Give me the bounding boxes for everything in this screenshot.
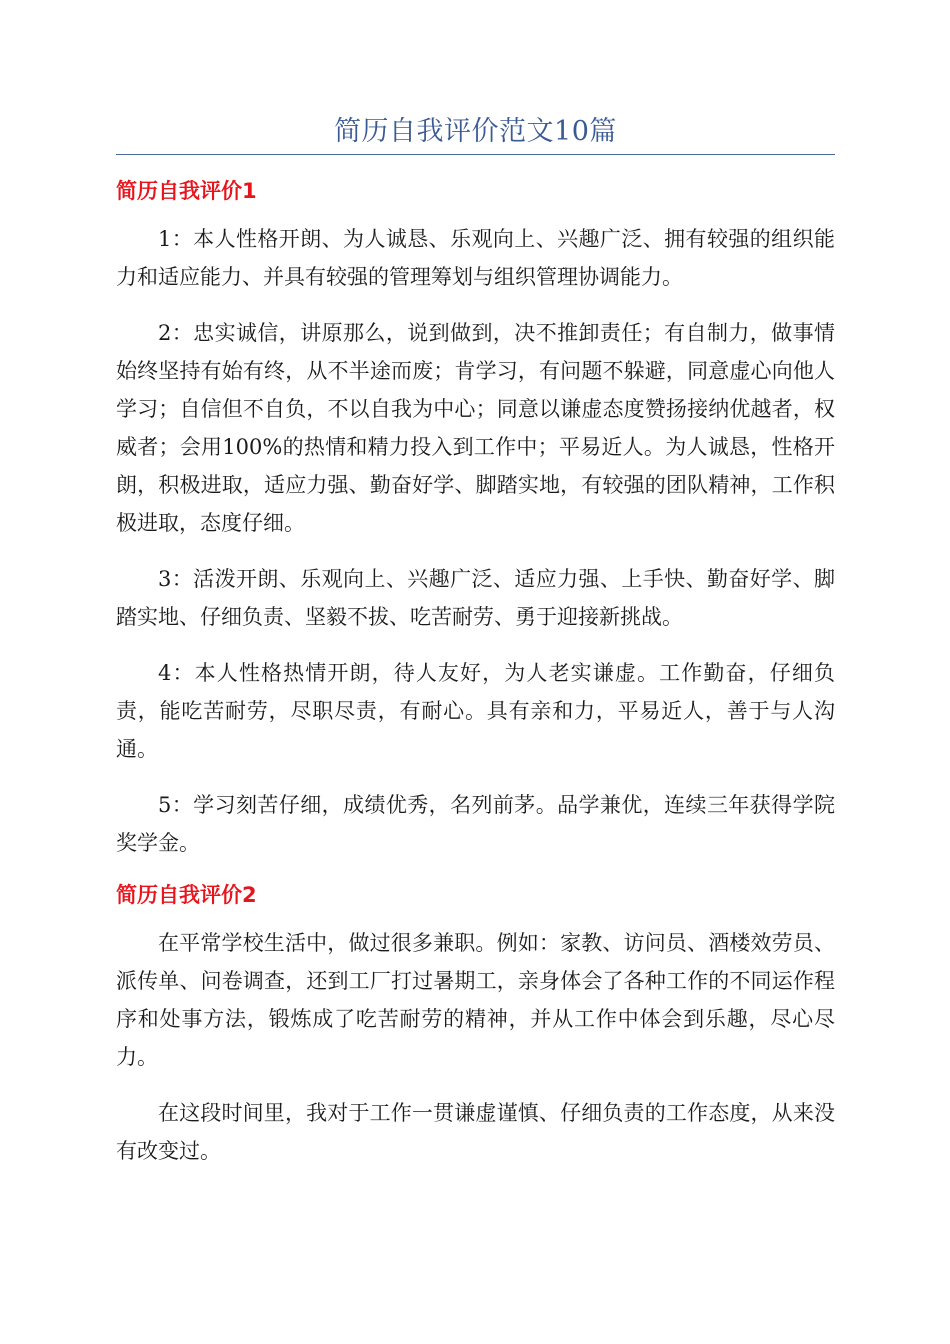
document-title: 简历自我评价范文10篇: [334, 116, 617, 147]
section-heading: 简历自我评价2: [116, 883, 257, 907]
paragraph: 1：本人性格开朗、为人诚恳、乐观向上、兴趣广泛、拥有较强的组织能力和适应能力、并具有较强的管理筹划与组织管理协调能力。: [116, 227, 835, 289]
section-1: [116, 176, 835, 862]
paragraph: 在这段时间里，我对于工作一贯谦虚谨慎、仔细负责的工作态度，从来没有改变过。: [116, 1101, 835, 1163]
paragraph: 4：本人性格热情开朗，待人友好，为人老实谦虚。工作勤奋，仔细负责，能吃苦耐劳，尽职尽责，有耐心。具有亲和力，平易近人，善于与人沟通。: [116, 661, 835, 761]
section-heading: 简历自我评价1: [116, 179, 257, 203]
paragraph: 3：活泼开朗、乐观向上、兴趣广泛、适应力强、上手快、勤奋好学、脚踏实地、仔细负责、坚毅不拔、吃苦耐劳、勇于迎接新挑战。: [116, 567, 835, 629]
paragraph: 5：学习刻苦仔细，成绩优秀，名列前茅。品学兼优，连续三年获得学院奖学金。: [116, 793, 835, 855]
document-body: [116, 176, 835, 1188]
title-underline: [116, 154, 835, 155]
section-2: [116, 880, 835, 1170]
paragraph: 在平常学校生活中，做过很多兼职。例如：家教、访问员、酒楼效劳员、派传单、问卷调查，还到工厂打过暑期工，亲身体会了各种工作的不同运作程序和处事方法，锻炼成了吃苦耐劳的精神，并从工作中体会到乐趣，尽心尽力。: [116, 931, 835, 1069]
paragraph: 2：忠实诚信，讲原那么，说到做到，决不推卸责任；有自制力，做事情始终坚持有始有终，从不半途而废；肯学习，有问题不躲避，同意虚心向他人学习；自信但不自负，不以自我为中心；同意以谦虚态度赞扬接纳优越者，权威者；会用100%的热情和精力投入到工作中；平易近人。为人诚恳，性格开朗，积极进取，适应力强、勤奋好学、脚踏实地，有较强的团队精神，工作积极进取，态度仔细。: [116, 321, 835, 535]
